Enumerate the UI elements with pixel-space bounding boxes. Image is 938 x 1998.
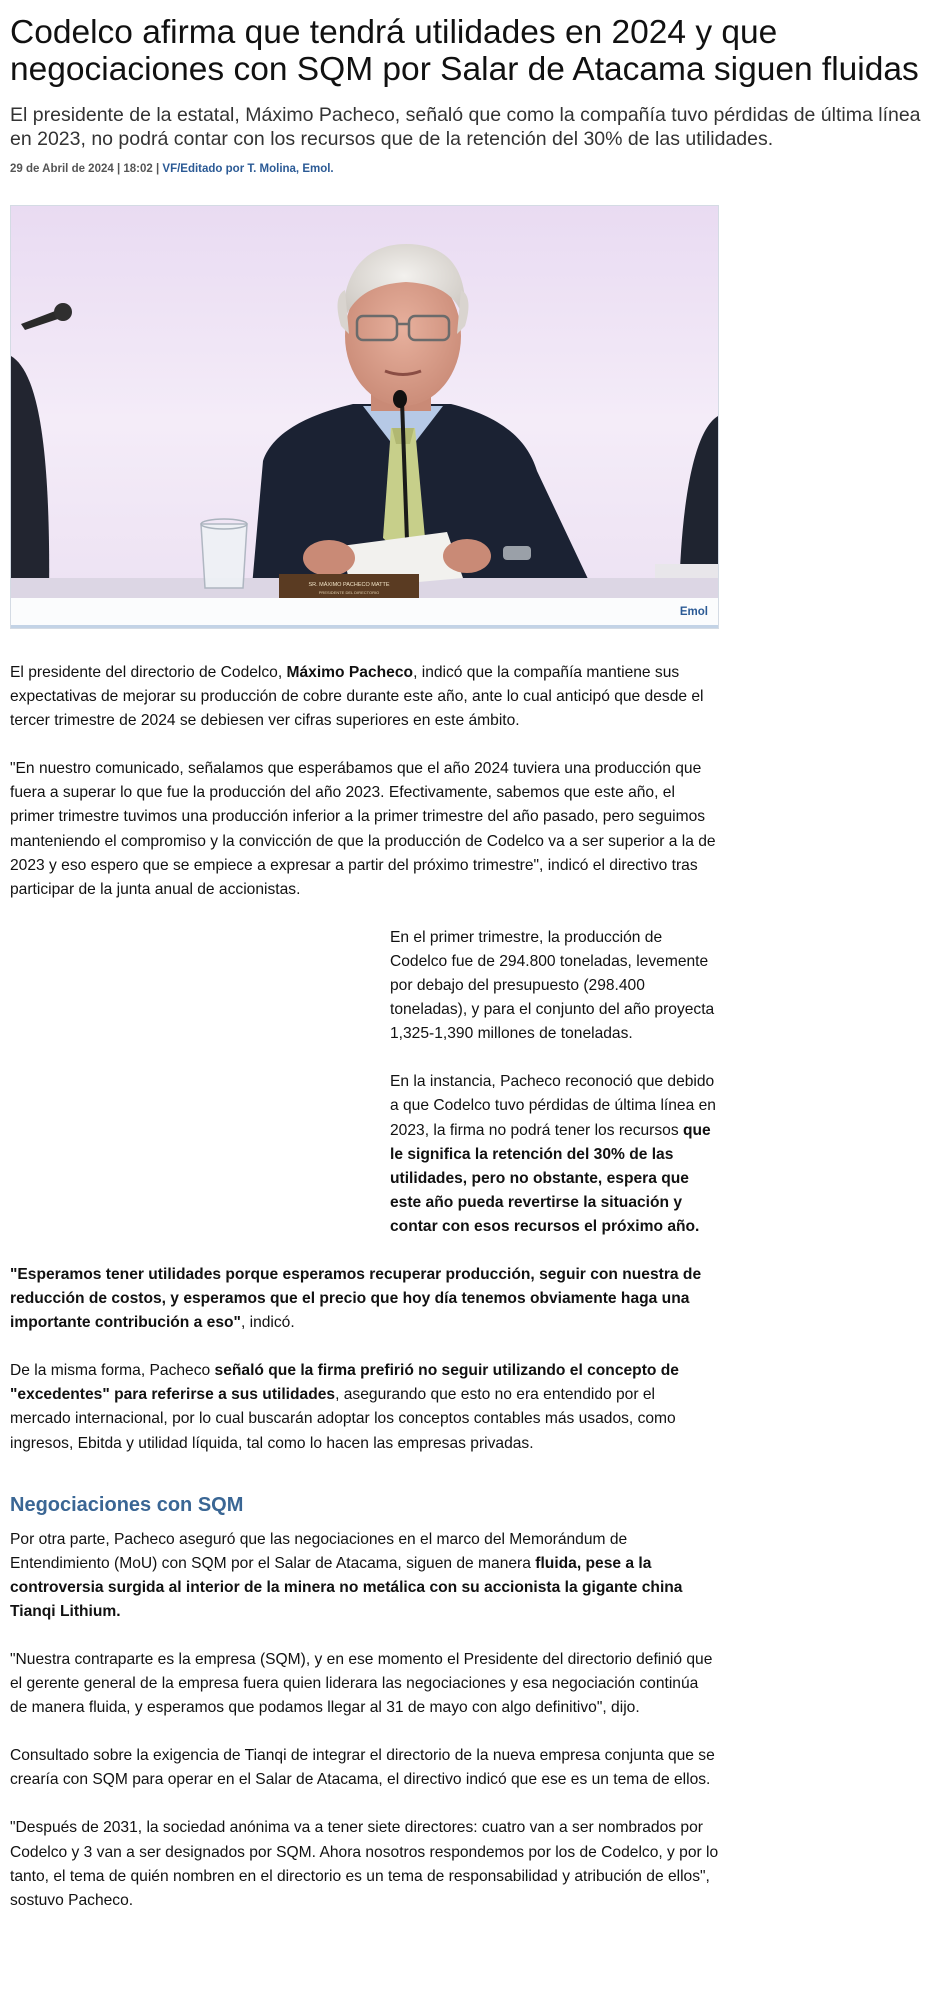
paragraph: Consultado sobre la exigencia de Tianqi de integrar el directorio de la nueva empresa conjunta que se crearía con SQM para operar en el Salar de Atacama, el directivo indicó que ese es un tema de ellos. (10, 1747, 715, 1789)
article-subtitle: El presidente de la estatal, Máximo Pacheco, señaló que como la compañía tuvo pérdidas de última línea en 2023, no podrá contar con los recursos que de la retención del 30% de las utilidades. (10, 104, 921, 150)
paragraph: "Nuestra contraparte es la empresa (SQM), y en ese momento el Presidente del directorio definió que el gerente general de la empresa fuera quien liderara las negociaciones y esa negociación continúa de manera fluida, y esperamos que podamos llegar al 31 de mayo con algo definitivo", dijo. (10, 1651, 713, 1717)
article-headline: Codelco afirma que tendrá utilidades en 2024 y que negociaciones con SQM por Salar de Atacama siguen fluidas (10, 14, 919, 88)
paragraph: En el primer trimestre, la producción de Codelco fue de 294.800 toneladas, levemente por debajo del presupuesto (298.400 toneladas), y para el conjunto del año proyecta 1,325-1,390 millones de toneladas. (390, 928, 715, 1043)
person-name: Máximo Pacheco (286, 664, 414, 681)
nameplate-subtext: PRESIDENTE DEL DIRECTORIO (318, 590, 380, 595)
author-link[interactable]: VF/Editado por T. Molina, Emol. (162, 163, 334, 175)
paragraph: De la misma forma, Pacheco señaló que la firma prefirió no seguir utilizando el concepto de "excedentes" para referirse a sus utilidades, asegurando que esto no era entendido por el mercado internacional, por lo cual buscarán adoptar los conceptos contables más usados, como ingresos, Ebitda y utilidad líquida, tal como lo hacen las empresas privadas. (10, 1362, 679, 1452)
nameplate-text: SR. MÁXIMO PACHECO MATTE (308, 582, 390, 588)
paragraph: Por otra parte, Pacheco aseguró que las negociaciones en el marco del Memorándum de Entendimiento (MoU) con SQM por el Salar de Atacama, siguen de manera fluida, pese a la controversia surgida al interior de la minera no metálica con su accionista la gigante china Tianqi Lithium. (10, 1530, 683, 1620)
figure-caption-bar (11, 598, 718, 628)
paragraph: En la instancia, Pacheco reconoció que debido a que Codelco tuvo pérdidas de última línea en 2023, la firma no podrá tener los recursos que le significa la retención del 30% de las utilidades, pero no obstante, espera que este año pueda revertirse la situación y contar con esos recursos el próximo año. (390, 1073, 716, 1235)
paragraph: "Esperamos tener utilidades porque esperamos recuperar producción, seguir con nuestra de reducción de costos, y esperamos que el precio que hoy día tenemos obviamente haga una importante contribución a eso", indicó. (10, 1265, 702, 1332)
paragraph: El presidente del directorio de Codelco, Máximo Pacheco, indicó que la compañía mantiene sus expectativas de mejorar su producción de cobre durante este año, ante lo cual anticipó que desde el tercer trimestre de 2024 se debiesen ver cifras superiores en este ámbito. (10, 664, 704, 730)
article-figure (10, 205, 719, 629)
paragraph: "En nuestro comunicado, señalamos que esperábamos que el año 2024 tuviera una producción que fuera a superar lo que fue la producción del año 2023. Efectivamente, sabemos que este año, el primer trimestre tuvimos una producción inferior a la primer trimestre del año pasado, pero seguimos manteniendo el compromiso y la convicción de que la producción de Codelco va a ser superior a la de 2023 y eso espero que se empiece a expresar a partir del próximo trimestre", indicó el directivo tras participar de la junta anual de accionistas. (10, 760, 716, 898)
photo-credit: Emol (679, 606, 708, 618)
section-heading: Negociaciones con SQM (10, 1493, 244, 1516)
paragraph: "Después de 2031, la sociedad anónima va a tener siete directores: cuatro van a ser nombrados por Codelco y 3 van a ser designados por SQM. Ahora nosotros respondemos por los de Codelco, y por lo tanto, el tema de quién nombren en el directorio es un tema de responsabilidad y atribución de ellos", sostuvo Pacheco. (10, 1819, 719, 1909)
article-photo[interactable] (11, 206, 718, 598)
article-byline (10, 163, 334, 175)
publish-date: 29 de Abril de 2024 | 18:02 | (10, 163, 163, 175)
ad-slot (10, 926, 390, 1235)
article-body (10, 661, 719, 1937)
